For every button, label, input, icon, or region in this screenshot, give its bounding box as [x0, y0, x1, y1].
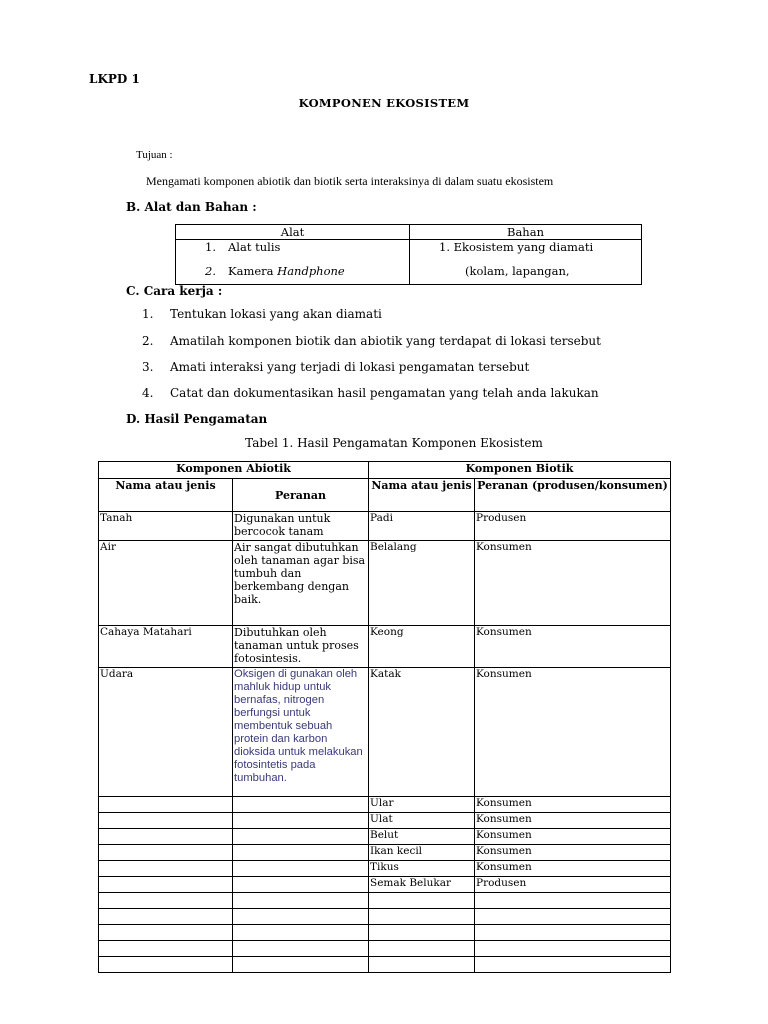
abiotik-cell: Udara: [99, 668, 233, 797]
alat-item-num: 1.: [205, 240, 216, 254]
table-row: [99, 512, 671, 541]
biotik-cell: Katak: [369, 668, 475, 797]
bahan-header: Bahan: [410, 225, 642, 240]
biotik-cell: Keong: [369, 626, 475, 668]
biotik-cell: Semak Belukar: [369, 877, 475, 893]
peranan-biotik-cell: [475, 957, 671, 973]
alat-cell: [176, 240, 410, 285]
table-row: [99, 925, 671, 941]
abiotik-cell: [99, 829, 233, 845]
alat-header: Alat: [176, 225, 410, 240]
peranan-abiotik-cell: Dibutuhkan oleh tanaman untuk proses fotosintesis.: [233, 626, 369, 668]
table-row: [99, 813, 671, 829]
tujuan-label: Tujuan :: [136, 149, 173, 161]
alat-item-italic: Handphone: [277, 264, 345, 278]
alat-bahan-table: [175, 224, 642, 285]
peranan-abiotik-cell: [233, 941, 369, 957]
peranan-abiotik-cell: Oksigen di gunakan oleh mahluk hidup untuk bernafas, nitrogen berfungsi untuk membentuk sebuah protein dan karbon dioksida untuk melakukan fotosintetis pada tumbuhan.: [233, 668, 369, 797]
group-header-biotik: Komponen Biotik: [369, 462, 671, 479]
abiotik-cell: Cahaya Matahari: [99, 626, 233, 668]
bahan-cell: [410, 240, 642, 285]
peranan-biotik-cell: Konsumen: [475, 668, 671, 797]
peranan-biotik-cell: Konsumen: [475, 626, 671, 668]
table-row: [99, 829, 671, 845]
peranan-biotik-cell: [475, 925, 671, 941]
peranan-abiotik-cell: [233, 925, 369, 941]
abiotik-cell: [99, 861, 233, 877]
abiotik-cell: [99, 925, 233, 941]
group-header-abiotik: Komponen Abiotik: [99, 462, 369, 479]
abiotik-cell: [99, 813, 233, 829]
hasil-pengamatan-table: [98, 461, 671, 973]
alat-item: Alat tulis: [228, 240, 281, 254]
step-text: Catat dan dokumentasikan hasil pengamatan yang telah anda lakukan: [170, 386, 599, 400]
biotik-cell: Padi: [369, 512, 475, 541]
abiotik-cell: [99, 797, 233, 813]
peranan-biotik-cell: Konsumen: [475, 829, 671, 845]
peranan-biotik-cell: Konsumen: [475, 813, 671, 829]
bahan-item: (kolam, lapangan,: [465, 264, 570, 278]
tujuan-text: Mengamati komponen abiotik dan biotik serta interaksinya di dalam suatu ekosistem: [146, 174, 554, 188]
abiotik-cell: Air: [99, 541, 233, 626]
table-caption: Tabel 1. Hasil Pengamatan Komponen Ekosistem: [245, 436, 543, 450]
biotik-cell: Ulat: [369, 813, 475, 829]
peranan-abiotik-cell: [233, 909, 369, 925]
table-row: [99, 626, 671, 668]
section-c-heading: C. Cara kerja :: [126, 284, 223, 298]
abiotik-cell: [99, 909, 233, 925]
table-row: [99, 877, 671, 893]
peranan-abiotik-cell: [233, 893, 369, 909]
abiotik-cell: [99, 877, 233, 893]
peranan-abiotik-cell: [233, 877, 369, 893]
abiotik-cell: Tanah: [99, 512, 233, 541]
peranan-abiotik-cell: Digunakan untuk bercocok tanam: [233, 512, 369, 541]
abiotik-cell: [99, 845, 233, 861]
step-text: Amati interaksi yang terjadi di lokasi pengamatan tersebut: [170, 360, 530, 374]
alat-item: [228, 264, 345, 278]
table-body: [99, 512, 671, 973]
document-code: LKPD 1: [89, 72, 140, 86]
peranan-abiotik-cell: [233, 845, 369, 861]
alat-item-num: 2.: [205, 264, 216, 278]
table-row: [99, 668, 671, 797]
document-title: KOMPONEN EKOSISTEM: [298, 96, 470, 110]
step-text: Tentukan lokasi yang akan diamati: [170, 307, 382, 321]
abiotik-cell: [99, 941, 233, 957]
step-text: Amatilah komponen biotik dan abiotik yang terdapat di lokasi tersebut: [170, 334, 601, 348]
section-d-heading: D. Hasil Pengamatan: [126, 412, 268, 426]
biotik-cell: [369, 957, 475, 973]
col-header: Peranan: [233, 479, 369, 512]
peranan-biotik-cell: [475, 941, 671, 957]
peranan-biotik-cell: [475, 893, 671, 909]
peranan-abiotik-cell: [233, 829, 369, 845]
peranan-abiotik-cell: Air sangat dibutuhkan oleh tanaman agar bisa tumbuh dan berkembang dengan baik.: [233, 541, 369, 626]
step-number: 3.: [142, 360, 154, 374]
peranan-abiotik-cell: [233, 957, 369, 973]
table-row: [99, 861, 671, 877]
peranan-biotik-cell: Konsumen: [475, 845, 671, 861]
table-row: [99, 941, 671, 957]
col-header: Peranan (produsen/konsumen): [475, 479, 671, 512]
peranan-abiotik-cell: [233, 861, 369, 877]
col-header: Nama atau jenis: [99, 479, 233, 512]
biotik-cell: Ular: [369, 797, 475, 813]
step-number: 2.: [142, 334, 154, 348]
step-number: 1.: [142, 307, 154, 321]
peranan-abiotik-cell: [233, 813, 369, 829]
peranan-biotik-cell: Produsen: [475, 877, 671, 893]
biotik-cell: [369, 941, 475, 957]
peranan-biotik-cell: Produsen: [475, 512, 671, 541]
table-row: [99, 797, 671, 813]
section-b-heading: B. Alat dan Bahan :: [126, 200, 257, 214]
step-number: 4.: [142, 386, 154, 400]
alat-item-text: Kamera: [228, 264, 278, 278]
peranan-biotik-cell: [475, 909, 671, 925]
bahan-item: 1. Ekosistem yang diamati: [439, 240, 594, 254]
table-row: [99, 541, 671, 626]
peranan-biotik-cell: Konsumen: [475, 541, 671, 626]
col-header: Nama atau jenis: [369, 479, 475, 512]
biotik-cell: [369, 909, 475, 925]
peranan-biotik-cell: Konsumen: [475, 861, 671, 877]
table-row: [99, 957, 671, 973]
biotik-cell: Belalang: [369, 541, 475, 626]
biotik-cell: [369, 893, 475, 909]
abiotik-cell: [99, 957, 233, 973]
peranan-abiotik-cell: [233, 797, 369, 813]
table-row: [99, 845, 671, 861]
peranan-biotik-cell: Konsumen: [475, 797, 671, 813]
biotik-cell: [369, 925, 475, 941]
table-row: [99, 893, 671, 909]
table-row: [99, 909, 671, 925]
biotik-cell: Tikus: [369, 861, 475, 877]
biotik-cell: Belut: [369, 829, 475, 845]
biotik-cell: Ikan kecil: [369, 845, 475, 861]
abiotik-cell: [99, 893, 233, 909]
